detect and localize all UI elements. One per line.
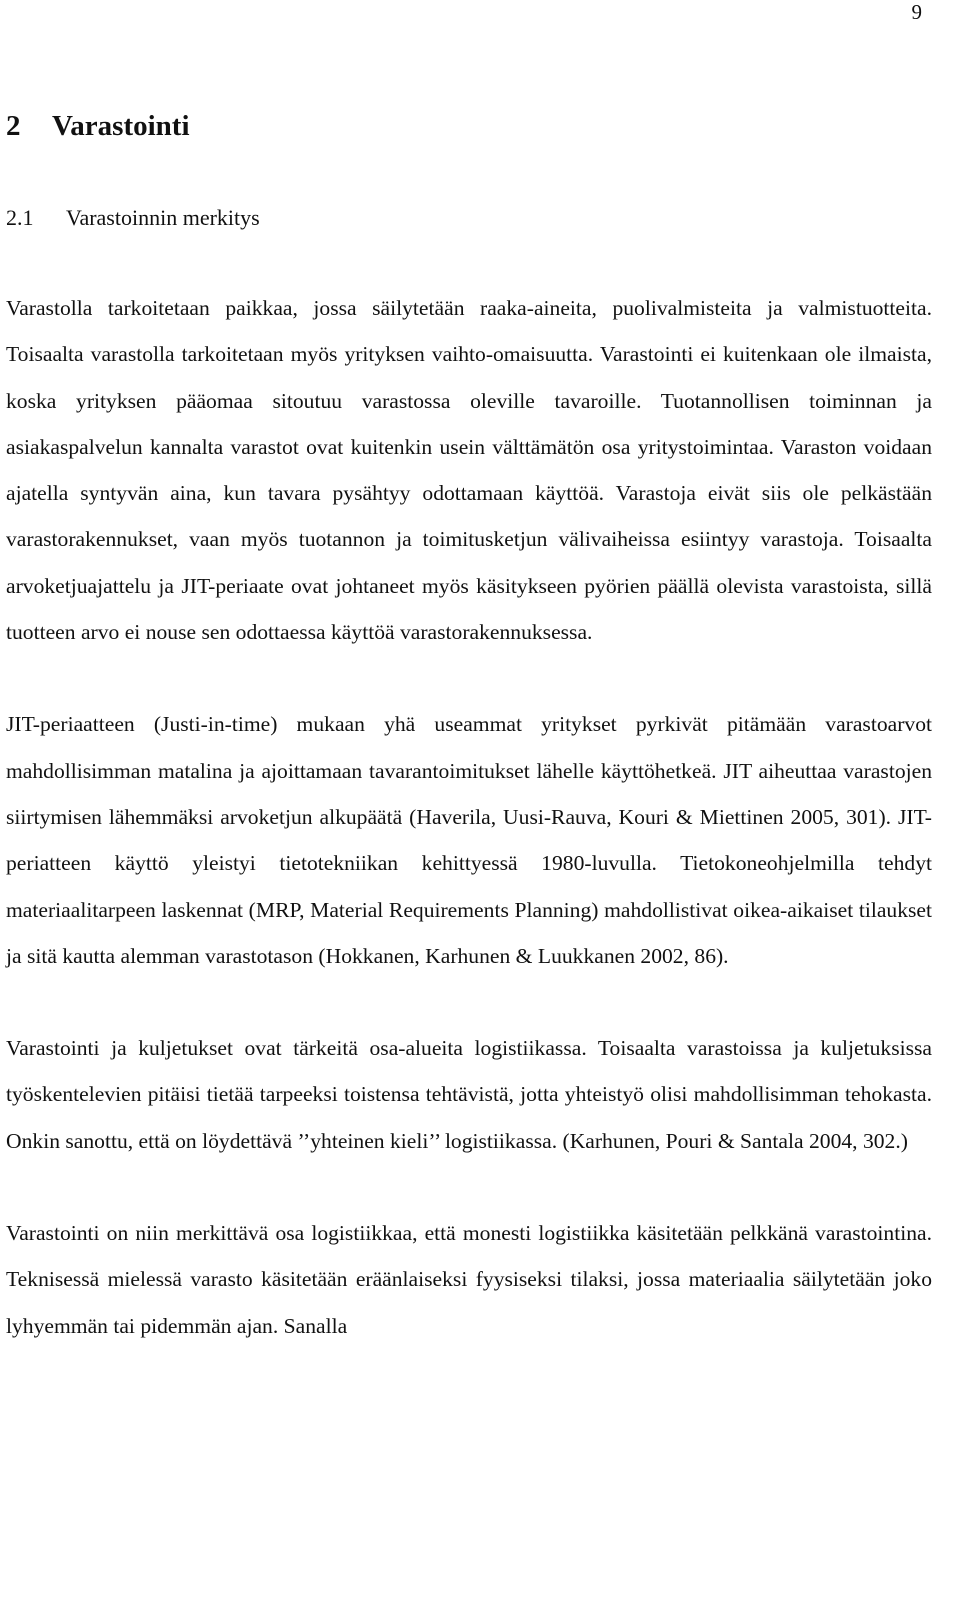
chapter-heading xyxy=(6,106,190,146)
chapter-title: Varastointi xyxy=(52,110,190,142)
paragraph: Varastointi on niin merkittävä osa logistiikkaa, että monesti logistiikka käsitetään pelkkänä varastointina. Teknisessä mielessä varasto käsitetään eräänlaiseksi fyysiseksi tilaksi, jossa materiaalia säilytetään joko lyhyemmän tai pidemmän ajan. Sanalla xyxy=(6,1221,932,1338)
section-heading xyxy=(6,203,260,233)
chapter-number: 2 xyxy=(6,110,21,142)
paragraph: Varastolla tarkoitetaan paikkaa, jossa säilytetään raaka-aineita, puolivalmisteita ja valmistuotteita. Toisaalta varastolla tarkoitetaan myös yrityksen vaihto-omaisuutta. Varastointi ei kuitenkaan ole ilmaista, koska yrityksen pääomaa sitoutuu varastossa oleville tavaroille. Tuotannollisen toiminnan ja asiakaspalvelun kannalta varastot ovat kuitenkin usein välttämätön osa yritystoimintaa. Varaston voidaan ajatella syntyvän aina, kun tavara pysähtyy odottamaan käyttöä. Varastoja eivät siis ole pelkästään varastorakennukset, vaan myös tuotannon ja toimitusketjun välivaiheissa esiintyy varastoja. Toisaalta arvoketjuajattelu ja JIT-periaate ovat johtaneet myös käsitykseen pyörien päällä olevista varastoista, sillä tuotteen arvo ei nouse sen odottaessa käyttöä varastorakennuksessa. xyxy=(6,296,932,645)
page-number: 9 xyxy=(911,0,922,24)
paragraph: JIT-periaatteen (Justi-in-time) mukaan yhä useammat yritykset pyrkivät pitämään varastoarvot mahdollisimman matalina ja ajoittamaan tavarantoimitukset lähelle käyttöhetkeä. JIT aiheuttaa varastojen siirtymisen lähemmäksi arvoketjun alkupäätä (Haverila, Uusi-Rauva, Kouri & Miettinen 2005, 301). JIT-periatteen käyttö yleistyi tietotekniikan kehittyessä 1980-luvulla. Tietokoneohjelmilla tehdyt materiaalitarpeen laskennat (MRP, Material Requirements Planning) mahdollistivat oikea-aikaiset tilaukset ja sitä kautta alemman varastotason (Hokkanen, Karhunen & Luukkanen 2002, 86). xyxy=(6,712,932,968)
section-number: 2.1 xyxy=(6,205,34,230)
body-text xyxy=(6,285,932,1395)
paragraph: Varastointi ja kuljetukset ovat tärkeitä osa-alueita logistiikassa. Toisaalta varastoissa ja kuljetuksissa työskentelevien pitäisi tietää tarpeeksi toistensa tehtävistä, jotta yhteistyö olisi mahdollisimman tehokasta. Onkin sanottu, että on löydettävä ’’yhteinen kieli’’ logistiikassa. (Karhunen, Pouri & Santala 2004, 302.) xyxy=(6,1036,932,1153)
section-title: Varastoinnin merkitys xyxy=(66,205,260,230)
